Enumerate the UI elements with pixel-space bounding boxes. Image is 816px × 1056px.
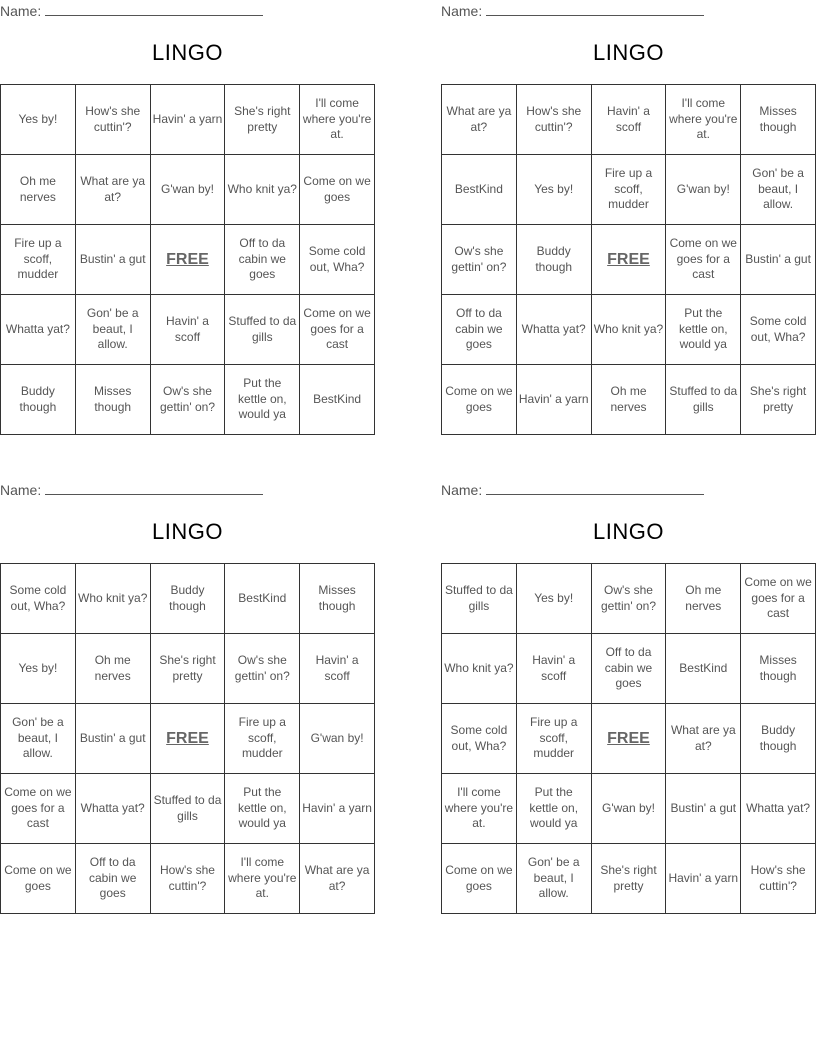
grid-cell: I'll come where you're at.: [300, 85, 375, 155]
grid-cell: Put the kettle on, would ya: [225, 365, 300, 435]
grid-cell: Havin' a scoff: [591, 85, 666, 155]
grid-cell: Ow's she gettin' on?: [225, 634, 300, 704]
card-title: LINGO: [593, 519, 664, 544]
grid-cell: She's right pretty: [150, 634, 225, 704]
grid-cell: Some cold out, Wha?: [741, 295, 816, 365]
grid-cell: What are ya at?: [75, 155, 150, 225]
grid-cell: Off to da cabin we goes: [591, 634, 666, 704]
grid-cell: I'll come where you're at.: [666, 85, 741, 155]
grid-row: [442, 704, 816, 774]
grid-cell: Yes by!: [516, 155, 591, 225]
grid-cell: Misses though: [741, 634, 816, 704]
grid-row: [442, 225, 816, 295]
grid-cell: Some cold out, Wha?: [300, 225, 375, 295]
name-label: Name:: [441, 3, 483, 19]
name-line: [441, 479, 816, 501]
grid-row: [1, 155, 375, 225]
grid-cell: Havin' a scoff: [300, 634, 375, 704]
grid-cell: Off to da cabin we goes: [442, 295, 517, 365]
bingo-card: [441, 0, 816, 435]
grid-cell: BestKind: [442, 155, 517, 225]
grid-cell: Come on we goes: [300, 155, 375, 225]
grid-row: [442, 365, 816, 435]
grid-cell: Havin' a scoff: [516, 634, 591, 704]
name-line: [0, 479, 375, 501]
grid-cell: BestKind: [300, 365, 375, 435]
grid-cell: Put the kettle on, would ya: [516, 774, 591, 844]
bingo-grid: [0, 563, 375, 914]
grid-cell: Havin' a scoff: [150, 295, 225, 365]
grid-cell: Come on we goes for a cast: [300, 295, 375, 365]
grid-cell: Bustin' a gut: [666, 774, 741, 844]
grid-cell: Come on we goes: [442, 365, 517, 435]
card-title: LINGO: [152, 519, 223, 544]
grid-cell: Whatta yat?: [1, 295, 76, 365]
grid-cell: Who knit ya?: [442, 634, 517, 704]
grid-cell: Misses though: [300, 564, 375, 634]
grid-cell: Come on we goes: [1, 844, 76, 914]
free-space: FREE: [150, 704, 225, 774]
grid-row: [442, 564, 816, 634]
grid-cell: Who knit ya?: [591, 295, 666, 365]
bingo-grid: [441, 84, 816, 435]
grid-cell: Havin' a yarn: [300, 774, 375, 844]
grid-cell: Who knit ya?: [75, 564, 150, 634]
grid-cell: Stuffed to da gills: [442, 564, 517, 634]
grid-row: [1, 564, 375, 634]
grid-cell: Buddy though: [516, 225, 591, 295]
name-line: [441, 0, 816, 22]
grid-row: [1, 85, 375, 155]
bingo-card: [0, 479, 375, 914]
grid-cell: Fire up a scoff, mudder: [225, 704, 300, 774]
grid-cell: Gon' be a beaut, I allow.: [516, 844, 591, 914]
name-label: Name:: [441, 482, 483, 498]
grid-cell: G'wan by!: [666, 155, 741, 225]
grid-cell: BestKind: [666, 634, 741, 704]
grid-cell: Ow's she gettin' on?: [442, 225, 517, 295]
grid-cell: Whatta yat?: [516, 295, 591, 365]
grid-cell: Oh me nerves: [666, 564, 741, 634]
grid-cell: Buddy though: [1, 365, 76, 435]
grid-cell: I'll come where you're at.: [442, 774, 517, 844]
grid-cell: How's she cuttin'?: [75, 85, 150, 155]
grid-row: [1, 225, 375, 295]
grid-cell: Misses though: [75, 365, 150, 435]
grid-cell: Bustin' a gut: [741, 225, 816, 295]
name-underline: [486, 480, 704, 495]
card-title: LINGO: [593, 40, 664, 65]
name-underline: [486, 1, 704, 16]
bingo-card: [441, 479, 816, 914]
grid-cell: What are ya at?: [442, 85, 517, 155]
grid-cell: Fire up a scoff, mudder: [591, 155, 666, 225]
grid-cell: Come on we goes: [442, 844, 517, 914]
grid-cell: Put the kettle on, would ya: [666, 295, 741, 365]
bingo-grid: [441, 563, 816, 914]
bingo-card: [0, 0, 375, 435]
grid-row: [442, 85, 816, 155]
free-space: FREE: [591, 704, 666, 774]
grid-cell: Come on we goes for a cast: [741, 564, 816, 634]
free-space: FREE: [591, 225, 666, 295]
grid-cell: Some cold out, Wha?: [442, 704, 517, 774]
name-underline: [45, 480, 263, 495]
grid-cell: How's she cuttin'?: [516, 85, 591, 155]
grid-cell: Buddy though: [741, 704, 816, 774]
grid-cell: Some cold out, Wha?: [1, 564, 76, 634]
grid-cell: Stuffed to da gills: [666, 365, 741, 435]
grid-row: [1, 295, 375, 365]
grid-cell: Off to da cabin we goes: [225, 225, 300, 295]
free-space: FREE: [150, 225, 225, 295]
grid-cell: Off to da cabin we goes: [75, 844, 150, 914]
grid-row: [1, 365, 375, 435]
grid-cell: How's she cuttin'?: [741, 844, 816, 914]
name-underline: [45, 1, 263, 16]
grid-cell: Oh me nerves: [1, 155, 76, 225]
grid-cell: Misses though: [741, 85, 816, 155]
grid-cell: What are ya at?: [666, 704, 741, 774]
grid-cell: Ow's she gettin' on?: [150, 365, 225, 435]
grid-cell: G'wan by!: [150, 155, 225, 225]
grid-row: [442, 634, 816, 704]
grid-cell: Yes by!: [516, 564, 591, 634]
grid-cell: Who knit ya?: [225, 155, 300, 225]
grid-cell: Fire up a scoff, mudder: [1, 225, 76, 295]
grid-cell: Yes by!: [1, 634, 76, 704]
grid-cell: She's right pretty: [225, 85, 300, 155]
name-label: Name:: [0, 482, 42, 498]
grid-cell: She's right pretty: [591, 844, 666, 914]
grid-cell: Yes by!: [1, 85, 76, 155]
grid-cell: I'll come where you're at.: [225, 844, 300, 914]
grid-cell: Buddy though: [150, 564, 225, 634]
grid-row: [442, 295, 816, 365]
grid-cell: Whatta yat?: [75, 774, 150, 844]
grid-cell: Stuffed to da gills: [225, 295, 300, 365]
grid-cell: G'wan by!: [591, 774, 666, 844]
card-title: LINGO: [152, 40, 223, 65]
name-line: [0, 0, 375, 22]
grid-cell: Stuffed to da gills: [150, 774, 225, 844]
grid-row: [1, 634, 375, 704]
grid-row: [442, 155, 816, 225]
grid-cell: Oh me nerves: [591, 365, 666, 435]
grid-cell: Come on we goes for a cast: [666, 225, 741, 295]
grid-cell: Come on we goes for a cast: [1, 774, 76, 844]
bingo-grid: [0, 84, 375, 435]
grid-cell: G'wan by!: [300, 704, 375, 774]
grid-cell: Bustin' a gut: [75, 225, 150, 295]
grid-row: [1, 704, 375, 774]
grid-row: [442, 844, 816, 914]
grid-cell: Bustin' a gut: [75, 704, 150, 774]
grid-cell: She's right pretty: [741, 365, 816, 435]
grid-cell: Put the kettle on, would ya: [225, 774, 300, 844]
grid-cell: Oh me nerves: [75, 634, 150, 704]
grid-cell: BestKind: [225, 564, 300, 634]
name-label: Name:: [0, 3, 42, 19]
grid-cell: Havin' a yarn: [150, 85, 225, 155]
grid-cell: Fire up a scoff, mudder: [516, 704, 591, 774]
grid-cell: What are ya at?: [300, 844, 375, 914]
grid-cell: Havin' a yarn: [666, 844, 741, 914]
grid-cell: How's she cuttin'?: [150, 844, 225, 914]
grid-row: [442, 774, 816, 844]
grid-row: [1, 844, 375, 914]
grid-cell: Gon' be a beaut, I allow.: [75, 295, 150, 365]
grid-cell: Havin' a yarn: [516, 365, 591, 435]
grid-row: [1, 774, 375, 844]
grid-cell: Gon' be a beaut, I allow.: [1, 704, 76, 774]
grid-cell: Ow's she gettin' on?: [591, 564, 666, 634]
grid-cell: Gon' be a beaut, I allow.: [741, 155, 816, 225]
grid-cell: Whatta yat?: [741, 774, 816, 844]
